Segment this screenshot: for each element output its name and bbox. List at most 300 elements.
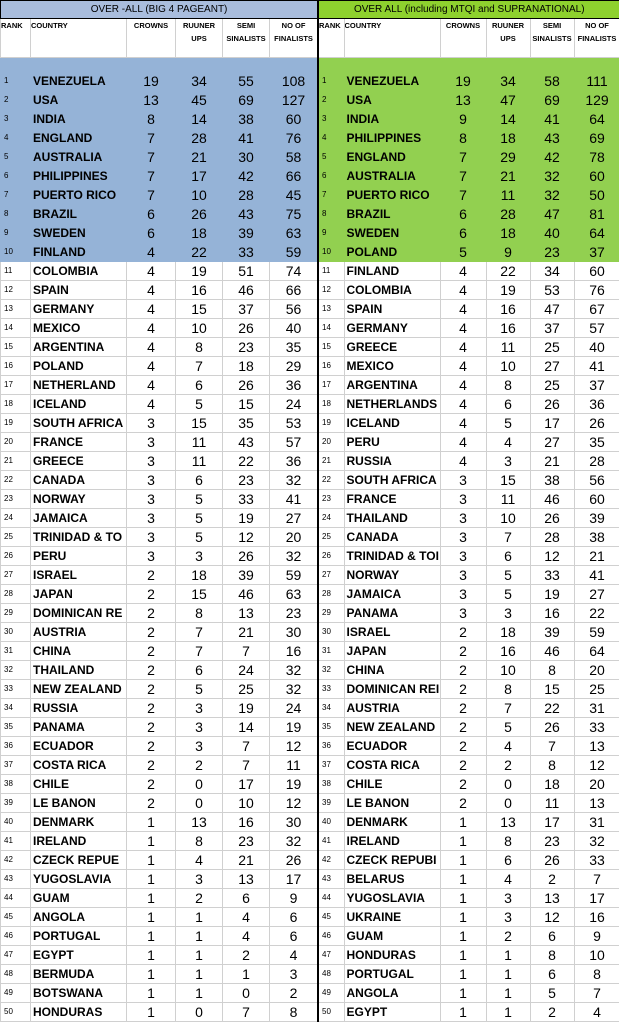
- finalists-cell: 29: [270, 357, 318, 376]
- semi-finalists-cell: 43: [530, 129, 574, 148]
- rank-cell: 32: [1, 661, 31, 680]
- table-title-row: [318, 1, 619, 19]
- runner-ups-cell: 7: [486, 699, 530, 718]
- semi-finalists-cell: 30: [223, 148, 270, 167]
- table-row: [1, 110, 318, 129]
- table-row: [1, 946, 318, 965]
- country-cell: BELARUS: [344, 870, 440, 889]
- country-cell: BERMUDA: [31, 965, 127, 984]
- finalists-cell: 67: [574, 300, 619, 319]
- country-cell: RUSSIA: [344, 452, 440, 471]
- rank-cell: 8: [1, 205, 31, 224]
- spacer-cell: [530, 58, 574, 72]
- rank-cell: 28: [318, 585, 344, 604]
- runner-ups-cell: 3: [176, 737, 223, 756]
- rank-cell: 20: [1, 433, 31, 452]
- semi-finalists-cell: 58: [530, 72, 574, 91]
- rank-cell: 19: [1, 414, 31, 433]
- country-cell: PORTUGAL: [344, 965, 440, 984]
- semi-finalists-cell: 1: [223, 965, 270, 984]
- runner-ups-cell: 4: [486, 737, 530, 756]
- semi-finalists-cell: 43: [223, 205, 270, 224]
- country-cell: IRELAND: [344, 832, 440, 851]
- runner-ups-cell: 13: [486, 813, 530, 832]
- finalists-cell: 8: [574, 965, 619, 984]
- crowns-cell: 6: [440, 205, 486, 224]
- crowns-cell: 4: [127, 357, 176, 376]
- country-cell: AUSTRALIA: [31, 148, 127, 167]
- runner-ups-cell: 0: [486, 775, 530, 794]
- table-row: [318, 984, 619, 1003]
- finalists-cell: 32: [270, 471, 318, 490]
- rank-cell: 8: [318, 205, 344, 224]
- country-cell: YUGOSLAVIA: [31, 870, 127, 889]
- crowns-cell: 2: [440, 680, 486, 699]
- crowns-cell: 3: [440, 585, 486, 604]
- finalists-cell: 53: [270, 414, 318, 433]
- runner-ups-cell: 1: [486, 984, 530, 1003]
- rank-cell: 36: [318, 737, 344, 756]
- country-cell: PANAMA: [31, 718, 127, 737]
- rank-cell: 29: [1, 604, 31, 623]
- crowns-cell: 1: [127, 813, 176, 832]
- country-cell: FRANCE: [31, 433, 127, 452]
- country-cell: HONDURAS: [344, 946, 440, 965]
- country-cell: PHILIPPINES: [31, 167, 127, 186]
- finalists-cell: 40: [270, 319, 318, 338]
- table-row: [1, 623, 318, 642]
- table-row: [1, 984, 318, 1003]
- finalists-cell: 27: [574, 585, 619, 604]
- crowns-cell: 7: [127, 167, 176, 186]
- finalists-cell: 57: [574, 319, 619, 338]
- crowns-cell: 3: [127, 452, 176, 471]
- country-cell: DOMINICAN RE: [31, 604, 127, 623]
- spacer-cell: [1, 58, 31, 72]
- runner-ups-cell: 11: [486, 490, 530, 509]
- crowns-cell: 1: [127, 870, 176, 889]
- crowns-cell: 2: [127, 794, 176, 813]
- rank-cell: 42: [1, 851, 31, 870]
- runner-ups-cell: 5: [486, 414, 530, 433]
- country-cell: GREECE: [31, 452, 127, 471]
- semi-finalists-cell: 13: [530, 889, 574, 908]
- semi-finalists-cell: 19: [223, 509, 270, 528]
- semi-finalists-cell: 6: [223, 889, 270, 908]
- crowns-cell: 8: [127, 110, 176, 129]
- semi-finalists-cell: 26: [530, 851, 574, 870]
- crowns-cell: 2: [127, 680, 176, 699]
- rank-cell: 42: [318, 851, 344, 870]
- crowns-cell: 2: [440, 699, 486, 718]
- country-cell: NETHERLANDS: [344, 395, 440, 414]
- country-cell: CANADA: [31, 471, 127, 490]
- runner-ups-cell: 19: [176, 262, 223, 281]
- rank-cell: 21: [318, 452, 344, 471]
- crowns-cell: 1: [440, 870, 486, 889]
- rank-cell: 33: [1, 680, 31, 699]
- semi-finalists-cell: 26: [530, 509, 574, 528]
- runner-ups-cell: 2: [486, 756, 530, 775]
- runner-ups-cell: 1: [176, 984, 223, 1003]
- table-row: [318, 338, 619, 357]
- runner-ups-cell: 7: [176, 357, 223, 376]
- rank-cell: 32: [318, 661, 344, 680]
- rank-cell: 50: [318, 1003, 344, 1022]
- country-cell: PERU: [31, 547, 127, 566]
- runner-ups-cell: 3: [176, 870, 223, 889]
- table-row: [1, 224, 318, 243]
- table-row: [1, 1003, 318, 1022]
- finalists-cell: 24: [270, 699, 318, 718]
- finalists-cell: 16: [574, 908, 619, 927]
- rank-cell: 49: [1, 984, 31, 1003]
- rank-cell: 26: [318, 547, 344, 566]
- finalists-cell: 75: [270, 205, 318, 224]
- runner-ups-cell: 11: [176, 433, 223, 452]
- table-row: [1, 756, 318, 775]
- crowns-cell: 2: [127, 661, 176, 680]
- finalists-cell: 58: [270, 148, 318, 167]
- header-rank: RANK: [318, 19, 344, 58]
- spacer-cell: [574, 58, 619, 72]
- runner-ups-cell: 3: [486, 889, 530, 908]
- finalists-cell: 32: [270, 680, 318, 699]
- semi-finalists-cell: 18: [223, 357, 270, 376]
- header-crowns: CROWNS: [127, 19, 176, 58]
- runner-ups-cell: 18: [176, 224, 223, 243]
- crowns-cell: 1: [440, 851, 486, 870]
- semi-finalists-cell: 2: [223, 946, 270, 965]
- rank-cell: 47: [1, 946, 31, 965]
- rank-cell: 19: [318, 414, 344, 433]
- table-row: [318, 148, 619, 167]
- runner-ups-cell: 15: [176, 585, 223, 604]
- country-cell: GERMANY: [344, 319, 440, 338]
- rank-cell: 3: [1, 110, 31, 129]
- table-row: [1, 680, 318, 699]
- header-row: [318, 19, 619, 58]
- table-row: [318, 509, 619, 528]
- spacer-cell: [31, 58, 127, 72]
- country-cell: JAMAICA: [344, 585, 440, 604]
- runner-ups-cell: 47: [486, 91, 530, 110]
- crowns-cell: 9: [440, 110, 486, 129]
- finalists-cell: 7: [574, 870, 619, 889]
- header-semi-finalists-line2: SINALISTS: [226, 34, 266, 43]
- table-row: [1, 965, 318, 984]
- rank-cell: 46: [1, 927, 31, 946]
- semi-finalists-cell: 18: [530, 775, 574, 794]
- table-row: [318, 414, 619, 433]
- semi-finalists-cell: 23: [530, 832, 574, 851]
- runner-ups-cell: 13: [176, 813, 223, 832]
- finalists-cell: 7: [574, 984, 619, 1003]
- table-row: [318, 205, 619, 224]
- country-cell: FRANCE: [344, 490, 440, 509]
- runner-ups-cell: 4: [486, 433, 530, 452]
- country-cell: NETHERLAND: [31, 376, 127, 395]
- country-cell: CHILE: [31, 775, 127, 794]
- runner-ups-cell: 1: [486, 1003, 530, 1022]
- rank-cell: 11: [1, 262, 31, 281]
- crowns-cell: 2: [127, 737, 176, 756]
- rank-cell: 26: [1, 547, 31, 566]
- runner-ups-cell: 10: [176, 186, 223, 205]
- rank-cell: 29: [318, 604, 344, 623]
- crowns-cell: 1: [127, 908, 176, 927]
- semi-finalists-cell: 69: [223, 91, 270, 110]
- runner-ups-cell: 3: [486, 604, 530, 623]
- runner-ups-cell: 1: [176, 946, 223, 965]
- country-cell: THAILAND: [31, 661, 127, 680]
- runner-ups-cell: 1: [176, 965, 223, 984]
- crowns-cell: 6: [127, 205, 176, 224]
- semi-finalists-cell: 47: [530, 205, 574, 224]
- crowns-cell: 7: [127, 148, 176, 167]
- crowns-cell: 2: [127, 718, 176, 737]
- crowns-cell: 1: [127, 851, 176, 870]
- country-cell: GUAM: [31, 889, 127, 908]
- finalists-cell: 41: [574, 566, 619, 585]
- semi-finalists-cell: 27: [530, 433, 574, 452]
- runner-ups-cell: 5: [486, 566, 530, 585]
- header-semi-finalists: [530, 19, 574, 58]
- semi-finalists-cell: 32: [530, 167, 574, 186]
- finalists-cell: 2: [270, 984, 318, 1003]
- spacer-cell: [223, 58, 270, 72]
- crowns-cell: 19: [127, 72, 176, 91]
- semi-finalists-cell: 46: [530, 490, 574, 509]
- semi-finalists-cell: 26: [223, 547, 270, 566]
- header-finalists-line1: NO OF: [585, 21, 609, 30]
- table-row: [318, 471, 619, 490]
- crowns-cell: 1: [440, 965, 486, 984]
- runner-ups-cell: 11: [486, 186, 530, 205]
- table-row: [318, 718, 619, 737]
- country-cell: SOUTH AFRICA: [31, 414, 127, 433]
- semi-finalists-cell: 12: [530, 547, 574, 566]
- finalists-cell: 37: [574, 243, 619, 262]
- country-cell: IRELAND: [31, 832, 127, 851]
- header-runner-ups-line1: RUUNER: [182, 21, 216, 30]
- crowns-cell: 3: [440, 471, 486, 490]
- semi-finalists-cell: 16: [530, 604, 574, 623]
- rank-cell: 10: [1, 243, 31, 262]
- semi-finalists-cell: 23: [223, 471, 270, 490]
- runner-ups-cell: 6: [486, 851, 530, 870]
- runner-ups-cell: 3: [486, 452, 530, 471]
- crowns-cell: 1: [440, 946, 486, 965]
- finalists-cell: 64: [574, 642, 619, 661]
- country-cell: GUAM: [344, 927, 440, 946]
- table-row: [1, 243, 318, 262]
- rank-cell: 7: [318, 186, 344, 205]
- country-cell: ENGLAND: [31, 129, 127, 148]
- header-semi-finalists: [223, 19, 270, 58]
- country-cell: DOMINICAN REI: [344, 680, 440, 699]
- semi-finalists-cell: 14: [223, 718, 270, 737]
- rank-cell: 13: [1, 300, 31, 319]
- crowns-cell: 3: [440, 528, 486, 547]
- rank-cell: 22: [1, 471, 31, 490]
- finalists-cell: 8: [270, 1003, 318, 1022]
- semi-finalists-cell: 42: [530, 148, 574, 167]
- runner-ups-cell: 18: [486, 224, 530, 243]
- header-runner-ups: [176, 19, 223, 58]
- table-row: [1, 661, 318, 680]
- country-cell: JAPAN: [31, 585, 127, 604]
- semi-finalists-cell: 5: [530, 984, 574, 1003]
- semi-finalists-cell: 23: [223, 832, 270, 851]
- crowns-cell: 2: [127, 699, 176, 718]
- semi-finalists-cell: 23: [530, 243, 574, 262]
- semi-finalists-cell: 46: [223, 585, 270, 604]
- country-cell: INDIA: [344, 110, 440, 129]
- finalists-cell: 6: [270, 908, 318, 927]
- runner-ups-cell: 5: [176, 395, 223, 414]
- finalists-cell: 21: [574, 547, 619, 566]
- table-row: [318, 623, 619, 642]
- rank-cell: 36: [1, 737, 31, 756]
- country-cell: PUERTO RICO: [344, 186, 440, 205]
- runner-ups-cell: 3: [486, 908, 530, 927]
- runner-ups-cell: 14: [176, 110, 223, 129]
- table-row: [318, 91, 619, 110]
- rank-cell: 27: [318, 566, 344, 585]
- rank-cell: 41: [1, 832, 31, 851]
- crowns-cell: 4: [127, 281, 176, 300]
- finalists-cell: 60: [574, 167, 619, 186]
- header-row: [1, 19, 318, 58]
- spacer-row: [318, 58, 619, 72]
- crowns-cell: 2: [440, 737, 486, 756]
- runner-ups-cell: 4: [176, 851, 223, 870]
- header-rank: RANK: [1, 19, 31, 58]
- table-row: [1, 699, 318, 718]
- semi-finalists-cell: 39: [223, 224, 270, 243]
- semi-finalists-cell: 17: [223, 775, 270, 794]
- rank-cell: 34: [1, 699, 31, 718]
- finalists-cell: 26: [270, 851, 318, 870]
- semi-finalists-cell: 28: [223, 186, 270, 205]
- country-cell: CHINA: [344, 661, 440, 680]
- crowns-cell: 2: [440, 642, 486, 661]
- finalists-cell: 12: [574, 756, 619, 775]
- header-finalists-line2: FINALISTS: [577, 34, 617, 43]
- header-semi-finalists-line1: SEMI: [236, 21, 256, 30]
- spacer-row: [1, 58, 318, 72]
- table-row: [318, 528, 619, 547]
- country-cell: ANGOLA: [31, 908, 127, 927]
- runner-ups-cell: 8: [486, 832, 530, 851]
- country-cell: LE BANON: [31, 794, 127, 813]
- table-row: [1, 832, 318, 851]
- finalists-cell: 59: [574, 623, 619, 642]
- runner-ups-cell: 7: [176, 642, 223, 661]
- semi-finalists-cell: 26: [223, 376, 270, 395]
- semi-finalists-cell: 15: [223, 395, 270, 414]
- crowns-cell: 6: [127, 224, 176, 243]
- semi-finalists-cell: 39: [223, 566, 270, 585]
- finalists-cell: 38: [574, 528, 619, 547]
- rank-cell: 15: [318, 338, 344, 357]
- runner-ups-cell: 5: [176, 509, 223, 528]
- runner-ups-cell: 15: [176, 414, 223, 433]
- runner-ups-cell: 29: [486, 148, 530, 167]
- country-cell: SOUTH AFRICA: [344, 471, 440, 490]
- rank-cell: 4: [318, 129, 344, 148]
- rank-cell: 41: [318, 832, 344, 851]
- country-cell: USA: [344, 91, 440, 110]
- crowns-cell: 1: [127, 946, 176, 965]
- table-row: [318, 680, 619, 699]
- finalists-cell: 35: [574, 433, 619, 452]
- rank-cell: 23: [318, 490, 344, 509]
- country-cell: VENEZUELA: [344, 72, 440, 91]
- finalists-cell: 9: [574, 927, 619, 946]
- header-finalists: [270, 19, 318, 58]
- crowns-cell: 2: [440, 623, 486, 642]
- rank-cell: 35: [1, 718, 31, 737]
- table-row: [1, 528, 318, 547]
- country-cell: USA: [31, 91, 127, 110]
- semi-finalists-cell: 8: [530, 661, 574, 680]
- crowns-cell: 4: [440, 319, 486, 338]
- table-row: [1, 642, 318, 661]
- country-cell: PANAMA: [344, 604, 440, 623]
- header-finalists: [574, 19, 619, 58]
- finalists-cell: 66: [270, 167, 318, 186]
- country-cell: MEXICO: [31, 319, 127, 338]
- runner-ups-cell: 28: [176, 129, 223, 148]
- spacer-cell: [270, 58, 318, 72]
- crowns-cell: 1: [127, 1003, 176, 1022]
- table-row: [318, 737, 619, 756]
- header-crowns: CROWNS: [440, 19, 486, 58]
- rank-cell: 18: [318, 395, 344, 414]
- crowns-cell: 4: [127, 395, 176, 414]
- runner-ups-cell: 5: [486, 718, 530, 737]
- runner-ups-cell: 0: [176, 775, 223, 794]
- table-row: [318, 889, 619, 908]
- header-semi-finalists-line1: SEMI: [542, 21, 562, 30]
- table-row: [318, 547, 619, 566]
- crowns-cell: 3: [440, 509, 486, 528]
- semi-finalists-cell: 2: [530, 1003, 574, 1022]
- crowns-cell: 4: [127, 376, 176, 395]
- table-row: [1, 433, 318, 452]
- country-cell: DENMARK: [31, 813, 127, 832]
- runner-ups-cell: 45: [176, 91, 223, 110]
- finalists-cell: 36: [270, 376, 318, 395]
- runner-ups-cell: 2: [486, 927, 530, 946]
- runner-ups-cell: 3: [176, 718, 223, 737]
- country-cell: CHINA: [31, 642, 127, 661]
- rank-cell: 48: [1, 965, 31, 984]
- finalists-cell: 41: [270, 490, 318, 509]
- crowns-cell: 1: [127, 965, 176, 984]
- runner-ups-cell: 16: [486, 642, 530, 661]
- finalists-cell: 35: [270, 338, 318, 357]
- country-cell: SWEDEN: [31, 224, 127, 243]
- runner-ups-cell: 8: [176, 604, 223, 623]
- country-cell: EGYPT: [31, 946, 127, 965]
- finalists-cell: 60: [574, 490, 619, 509]
- runner-ups-cell: 6: [486, 395, 530, 414]
- country-cell: MEXICO: [344, 357, 440, 376]
- semi-finalists-cell: 17: [530, 813, 574, 832]
